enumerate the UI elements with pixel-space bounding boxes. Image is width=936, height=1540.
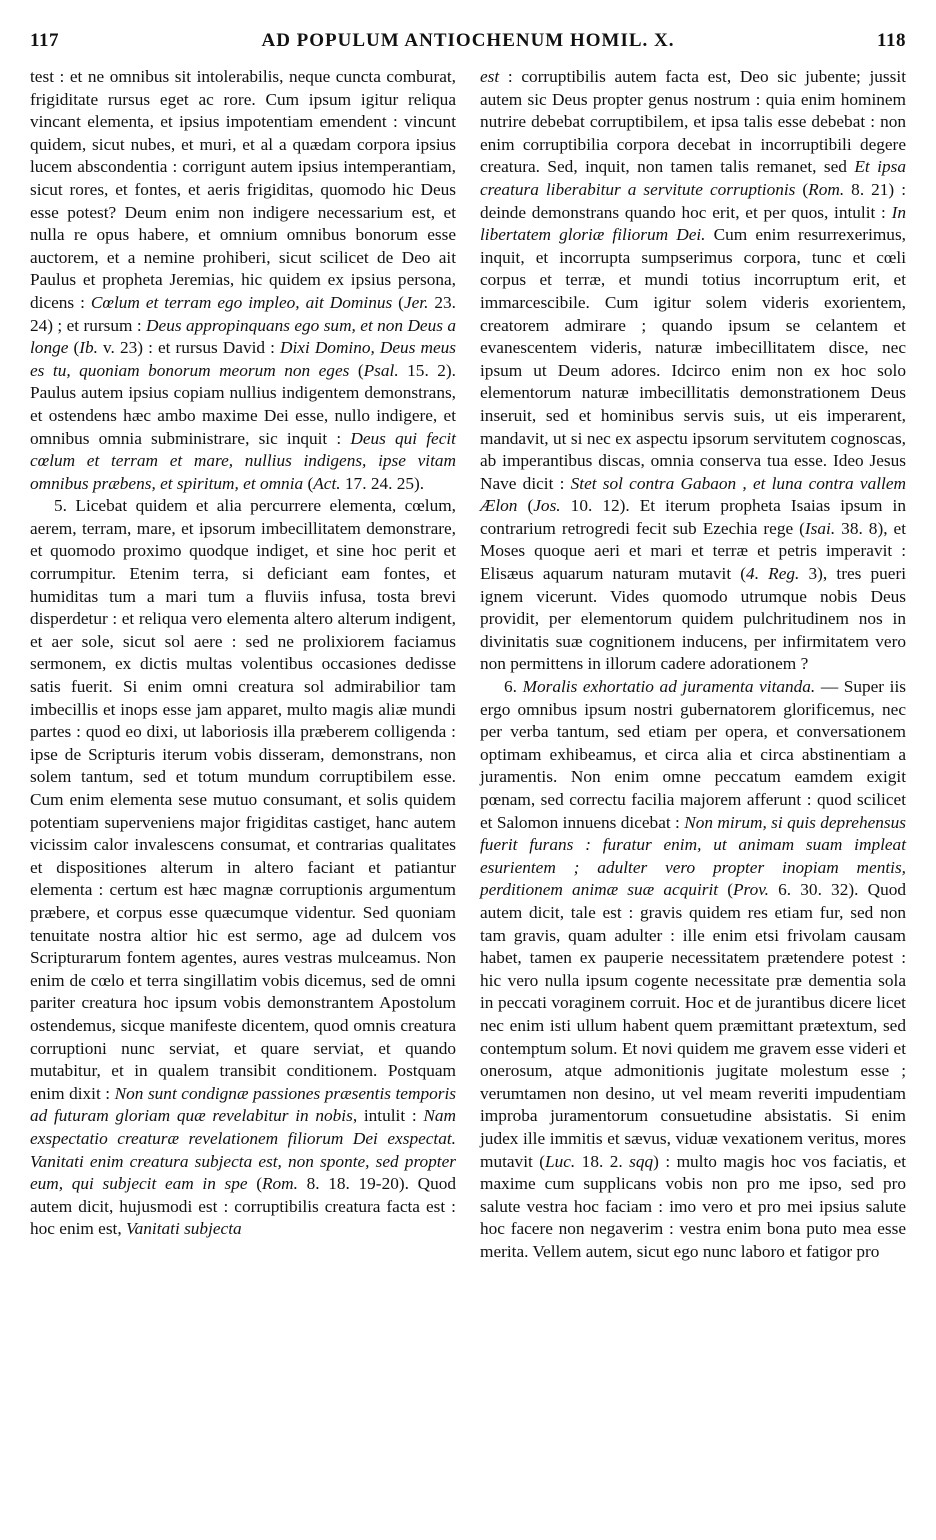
left-paragraph-continued: test : et ne omnibus sit intolerabilis, neque cuncta comburat, frigiditate rursus eget ac rore. Cum ipsum igitur reliqua vincant elementa, et ipsius impotentiam emendent : vincunt quidem, sicut nubes, et muri, et al a quædam corpora ipsius lucem abscondentia : corrigunt autem ipsius intemperantiam, sicut rores, et fontes, et aeris frigiditas, quomodo hic Deus esse potest? Deum enim non indigere necessarium est, et nulla re opus habere, et omnium omnibus bonorum esse auctorem, et a nemine prohiberi, sicut scilicet de Deo ait Paulus et propheta Jeremias, hic quidem ex ipsius persona, dicens : Cœlum et terram ego impleo, ait Dominus (Jer. 23. 24) ; et rursum : Deus appropinquans ego sum, et non Deus a longe (Ib. v. 23) : et rursus David : Dixi Domino, Deus meus es tu, quoniam bonorum meorum non eges (Psal. 15. 2). Paulus autem ipsius copiam nullius indigentem demonstrans, et ostendens hæc ambo maxime Dei esse, nullo indigere, et omnibus omnia subministrare, sic inquit : Deus qui fecit cœlum et terram et mare, nullius indigens, ipse vitam omnibus præbens, et spiritum, et omnia (Act. 17. 24. 25). (30, 67, 457, 493)
right-paragraph-section-6: 6. Moralis exhortatio ad juramenta vitanda. — Super iis ergo omnibus ipsum nostri gubernatorem glorificemus, nec per verba tantum, sed etiam per opera, et conversationem optimam exhibeamus, et circa alia et circa abstinentiam a juramentis. Non enim omne peccatum eamdem exigit pœnam, sed correctu facilia majorem afferunt : quod scilicet et Salomon innuens dicebat : Non mirum, si quis deprehensus fuerit furans : furatur enim, ut animam suam impleat esurientem ; adulter vero propter inopiam mentis, perditionem animæ suæ acquirit (Prov. 6. 30. 32). Quod autem dicit, tale est : gravis quidem res etiam fur, sed non tam gravis, quam adulter : ille enim etsi frivolam causam habet, tamen ex pauperie necessitatem prætendere potest : hic vero nulla ipsum cogente necessitate præ dementia sola in peccati voraginem corruit. Hoc et de jurantibus dicere licet nec enim isti ullum habent quem præmittant prætextum, sed contemptum solum. Et novi quidem me gravem esse videri et onerosum, atque admonitionis jugitate molestum esse ; verumtamen non desino, ut vel meam reveriti impudentiam improba juramentorum consuetudine absistatis. Si enim judex ille immitis et sævus, viduæ vexationem veritus, mores mutavit (Luc. 18. 2. sqq) : multo magis hoc vos faciatis, et maxime cum supplicans vobis non pro me ipso, sed pro salute vestra hoc faciam : imo vero et pro mei ipsius salute hoc facere non negaverim : vestra enim bona puto mea esse merita. Vellem autem, sicut ego nunc laboro et fatigor pro (480, 677, 906, 1261)
left-paragraph-section-5: 5. Licebat quidem et alia percurrere elementa, cœlum, aerem, terram, mare, et ipsorum imbecillitatem demonstrare, et quomodo proximo quodque indiget, et sine hoc perit et corrumpitur. Etenim terra, si deficiant eam fontes, et humiditas tum a mari tum a fluviis infusa, tosta brevi disperdetur : et reliqua vero elementa altero alterum indigent, et aer sole, sicut sol aere : sed ne prolixiorem faciamus sermonem, ex dictis multas volentibus occasiones dedisse satis fuerit. Si enim omni creatura sol admirabilior tam imbecillis et inops esse jam apparet, multo magis aliæ mundi partes : quod eo dixi, ut laboriosis illa præberem colligenda : ipse de Scripturis iterum vobis disseram, demonstrans, non solem tantum, sed et totum mundum corruptibilem esse. Cum enim elementa sese mutuo consumant, et solis quidem potentiam superveniens major frigiditas castiget, hanc autem vicissim calor invalescens consumat, et contrarias qualitates et dispositiones alterum in altero faciant et patiantur elementa : certum est hæc magnæ corruptionis argumentum præbere, et corpus esse quæcumque videntur. Sed quoniam tenuitate nostra altior hic est sermo, age ad dulcem vos Scripturarum fontem agentes, aures vestras mulceamus. Non enim de cœlo et terra singillatim vobis dicemus, sed de omni pariter creatura hoc ipsum vobis demonstrantem Apostolum ostendemus, sicque manifeste dicentem, quod omnis creatura corruptioni nunc serviat, et quare serviat, et quando mutabitur, et in qualem transibit conditionem. Postquam enim dixit : Non sunt condignæ passiones præsentis temporis ad futuram gloriam quæ revelabitur in nobis, intulit : Nam exspectatio creaturæ revelationem filiorum Dei exspectat. Vanitati enim creatura subjecta est, non sponte, sed propter eum, qui subjecit eam in spe (Rom. 8. 18. 19-20). Quod autem dicit, hujusmodi est : corruptibilis creatura facta est : hoc enim est, Vanitati subjecta (30, 496, 456, 1239)
page-number-left: 117 (30, 30, 59, 51)
running-header (30, 30, 906, 66)
left-column (30, 66, 456, 1263)
text-columns (30, 66, 906, 1263)
right-paragraph-continued: est : corruptibilis autem facta est, Deo sic jubente; jussit autem sic Deus propter genus nostrum : quia enim hominem nutrire debebat corruptibilem, et ipsa talis esse debebat : non enim corruptibilia corpora decebat in incorruptibili degere creatura. Sed, inquit, non tamen talis remanet, sed Et ipsa creatura liberabitur a servitute corruptionis (Rom. 8. 21) : deinde demonstrans quando hoc erit, et per quos, intulit : In libertatem gloriæ filiorum Dei. Cum enim resurrexerimus, inquit, et incorrupta sumpserimus corpora, tunc et cœli corpus et terræ, et mundi totius incorruptum erit, et immarcescibile. Cum igitur solem videris exorientem, creatorem admirare ; quando ipsum se celantem et evanescentem videris, naturæ imbecillitatem disce, nec ipsum ut Deum adores. Idcirco enim non ex hoc solo elementorum naturæ imbecillitatis demonstrationem Deus inseruit, sed et hominibus servis suis, ut eis imperarent, mandavit, ut si nec ex aspectu ipsorum servitutem cognoscas, ab imperantibus discas, omnia conserva tua esse. Ideo Jesus Nave dicit : Stet sol contra Gabaon , et luna contra vallem Ælon (Jos. 10. 12). Et iterum propheta Isaias ipsum in contrarium retrogredi fecit sub Ezechia rege (Isai. 38. 8), et Moses quoque aeri et mari et terræ et petris imperavit : Elisæus aquarum naturam mutavit (4. Reg. 3), tres pueri ignem vicerunt. Vides quomodo utrumque nobis Deus providit, per elementorum quidem pulchritudinem nos in divinitatis suæ cognitionem inducens, per infirmitatem vero non permittens in illorum cadere adorationem ? (480, 67, 907, 674)
right-column (480, 66, 906, 1263)
running-title: AD POPULUM ANTIOCHENUM HOMIL. X. (261, 30, 675, 51)
page-number-right: 118 (877, 30, 906, 51)
